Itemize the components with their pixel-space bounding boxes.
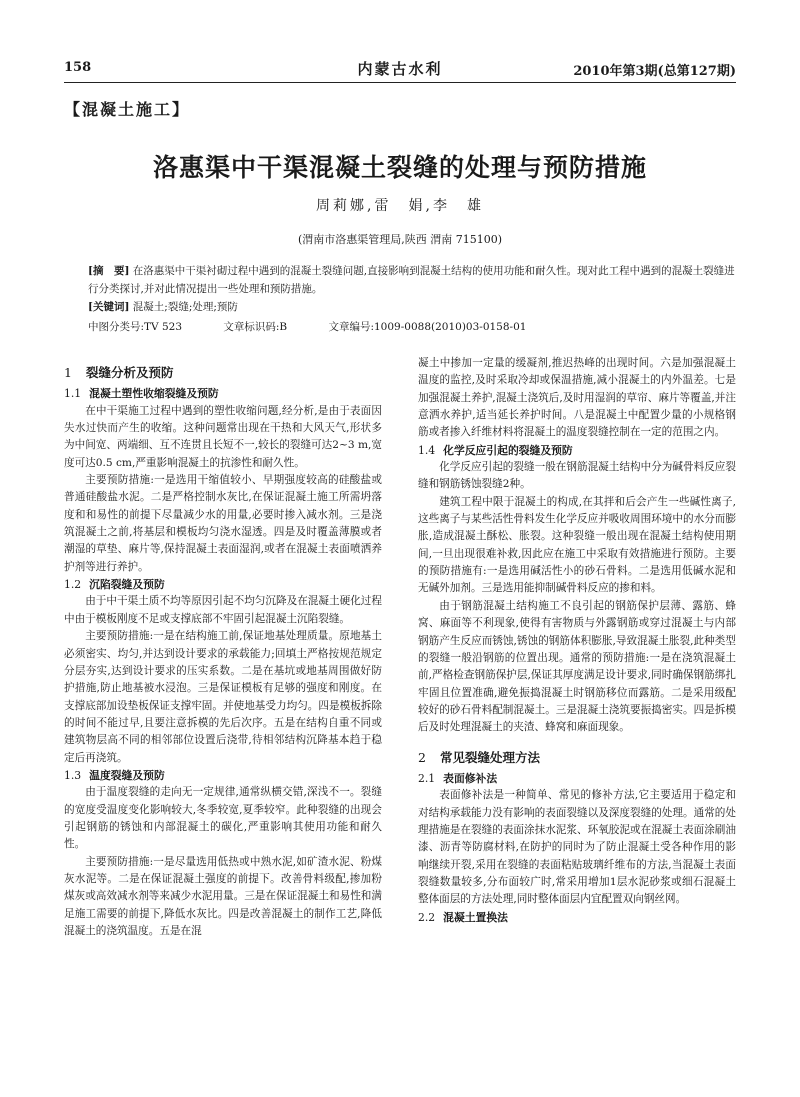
subsection-heading — [418, 909, 736, 926]
paragraph: 由于钢筋混凝土结构施工不良引起的钢筋保护层薄、露筋、蜂窝、麻面等不利现象,使得有害物质与外露钢筋或穿过混凝土与内部钢筋产生反应而锈蚀,锈蚀的钢筋体积膨胀,导致混凝土胀裂,此种类型的裂缝一般沿钢筋的位置出现。通常的预防措施:一是在浇筑混凝土前,严格检查钢筋保护层,保证其厚度满足设计要求,同时确保钢筋绑扎牢固且位置准确,避免振捣混凝土时钢筋移位而露筋。二是采用级配较好的砂石骨料配制混凝土。三是混凝土浇筑要振捣密实。四是拆模后及时处理混凝土的夹渣、蜂窝和麻面现象。 — [418, 599, 736, 734]
paragraph: 由于中干渠土质不均等原因引起不均匀沉降及在混凝土硬化过程中由于模板刚度不足或支撑底部不牢固引起混凝土沉陷裂缝。 — [64, 595, 382, 625]
paragraph: 主要预防措施:一是在结构施工前,保证地基处理质量。原地基土必须密实、均匀,并达到设计要求的承载能力;回填土严格按规范规定分层夯实,达到设计要求的压实系数。二是在基坑或地基周围做好防护措施,防止地基被水浸泡。三是保证模板有足够的强度和刚度。在支撑底部加设垫板保证支撑牢固。并使地基受力均匀。四是模板拆除的时间不能过早,且要注意拆模的先后次序。五是在结构自重不同或建筑物层高不同的相邻部位设置后浇带,待相邻结构沉降基本趋于稳定后再浇筑。 — [64, 630, 382, 764]
section-heading — [64, 364, 382, 381]
paragraph: 凝土中掺加一定量的缓凝剂,推迟热峰的出现时间。六是加强混凝土温度的监控,及时采取冷却或保温措施,减小混凝土的内外温差。七是加强混凝土养护,混凝土浇筑后,及时用湿润的草帘、麻片等覆盖,并注意洒水养护,适当延长养护时间。八是混凝土中配置少量的小规格钢筋或者掺入纤维材料将混凝土的温度裂缝控制在一定的范围之内。 — [418, 357, 736, 439]
header-rule — [64, 82, 736, 83]
article-number: 文章编号:1009-0088(2010)03-0158-01 — [328, 321, 527, 333]
section-heading — [418, 749, 736, 766]
section-title: 裂缝分析及预防 — [85, 365, 174, 380]
issue-info: 2010年第3期(总第127期) — [573, 64, 736, 79]
keywords-text: 混凝土;裂缝;处理;预防 — [132, 301, 238, 313]
keywords-label: [关键词] — [88, 301, 130, 313]
subsection-title: 化学反应引起的裂缝及预防 — [443, 443, 573, 457]
subsection-number: 2.1 — [418, 771, 436, 785]
subsection-heading — [64, 576, 382, 593]
subsection-title: 混凝土置换法 — [443, 910, 508, 924]
abstract — [88, 262, 736, 298]
paragraph: 主要预防措施:一是选用干缩值较小、早期强度较高的硅酸盐或普通硅酸盐水泥。二是严格控制水灰比,在保证混凝土施工所需坍落度和和易性的前提下尽量减少水的用量,必要时掺入减水剂。三是浇筑混凝土之前,将基层和模板均匀浇水湿透。四是及时覆盖薄膜或者潮湿的草垫、麻片等,保持混凝土表面湿润,或者在混凝土表面喷洒养护剂等进行养护。 — [64, 474, 382, 573]
paragraph: 表面修补法是一种简单、常见的修补方法,它主要适用于稳定和对结构承载能力没有影响的表面裂缝以及深度裂缝的处理。通常的处理措施是在裂缝的表面涂抹水泥浆、环氧胶泥或在混凝土表面涂刷油漆、沥青等防腐材料,在防护的同时为了防止混凝土受各种作用的影响继续开裂,采用在裂缝的表面粘贴玻璃纤维布的方法,当混凝土表面裂缝数量较多,分布面较广时,常采用增加1层水泥砂浆或细石混凝土整体面层的方法处理,同时整体面层内宜配置双向钢丝网。 — [418, 789, 736, 906]
page-number: 158 — [64, 60, 92, 75]
article-title: 洛惠渠中干渠混凝土裂缝的处理与预防措施 — [152, 153, 647, 182]
section-number: 1 — [64, 365, 72, 380]
document-code: 文章标识码:B — [223, 321, 288, 333]
subsection-heading — [64, 767, 382, 784]
clc-number: 中图分类号:TV 523 — [88, 321, 183, 333]
paragraph: 在中干渠施工过程中遇到的塑性收缩问题,经分析,是由于表面因失水过快而产生的收缩。这种问题常出现在干热和大风天气,形状多为中间宽、两端细、互不连贯且长短不一,较长的裂缝可达2~3 m,宽度可达0.5 cm,严重影响混凝土的抗渗性和耐久性。 — [64, 404, 382, 469]
subsection-heading — [418, 770, 736, 787]
paragraph: 由于温度裂缝的走向无一定规律,通常纵横交错,深浅不一。裂缝的宽度受温度变化影响较大,冬季较宽,夏季较窄。此种裂缝的出现会引起钢筋的锈蚀和内部混凝土的碳化,严重影响其使用功能和耐久性。 — [64, 786, 382, 851]
subsection-number: 1.2 — [64, 578, 82, 592]
paragraph: 主要预防措施:一是尽量选用低热或中熟水泥,如矿渣水泥、粉煤灰水泥等。二是在保证混凝土强度的前提下。改善骨料级配,掺加粉煤灰或高效减水剂等来减少水泥用量。三是在保证混凝土和易性和满足施工需要的前提下,降低水灰比。四是改善混凝土的制作工艺,降低混凝土的浇筑温度。五是在混 — [64, 855, 382, 937]
subsection-number: 1.1 — [64, 387, 82, 401]
subsection-number: 2.2 — [418, 910, 436, 924]
keywords — [88, 299, 736, 314]
subsection-title: 沉陷裂缝及预防 — [89, 578, 165, 592]
subsection-number: 1.4 — [418, 443, 436, 457]
journal-name: 内蒙古水利 — [357, 60, 443, 78]
abstract-text: 在洛惠渠中干渠衬砌过程中遇到的混凝土裂缝问题,直接影响到混凝土结构的使用功能和耐久性。现对此工程中遇到的混凝土裂缝进行分类探讨,并对此情况提出一些处理和预防措施。 — [88, 265, 735, 295]
affiliation: (渭南市洛惠渠管理局,陕西 渭南 715100) — [297, 233, 503, 246]
paragraph: 化学反应引起的裂缝一般在钢筋混凝土结构中分为碱骨料反应裂缝和钢筋锈蚀裂缝2种。 — [418, 461, 736, 491]
classification-line — [88, 319, 564, 334]
subsection-title: 温度裂缝及预防 — [89, 768, 165, 782]
subsection-heading — [418, 442, 736, 459]
subsection-number: 1.3 — [64, 768, 82, 782]
left-column — [64, 360, 382, 940]
subsection-heading — [64, 385, 382, 402]
section-number: 2 — [418, 749, 426, 765]
column-tag: 【混凝土施工】 — [64, 100, 191, 119]
abstract-label: [摘 要] — [88, 265, 130, 277]
paragraph: 建筑工程中限于混凝土的构成,在其拌和后会产生一些碱性离子,这些离子与某些活性骨料发生化学反应并吸收周围环境中的水分而膨胀,造成混凝土酥松、胀裂。这种裂缝一般出现在混凝土结构使用期间,一旦出现很难补救,因此应在施工中采取有效措施进行预防。主要的预防措施有:一是选用碱活性小的砂石骨料。二是选用低碱水泥和无碱外加剂。三是选用能抑制碱骨料反应的掺和料。 — [418, 495, 736, 595]
subsection-title: 表面修补法 — [443, 771, 498, 785]
subsection-title: 混凝土塑性收缩裂缝及预防 — [89, 387, 219, 401]
running-header — [64, 58, 736, 78]
spacer — [418, 737, 736, 745]
authors: 周莉娜,雷 娟,李 雄 — [316, 198, 484, 214]
right-column — [418, 355, 736, 926]
section-title: 常见裂缝处理方法 — [439, 749, 540, 765]
